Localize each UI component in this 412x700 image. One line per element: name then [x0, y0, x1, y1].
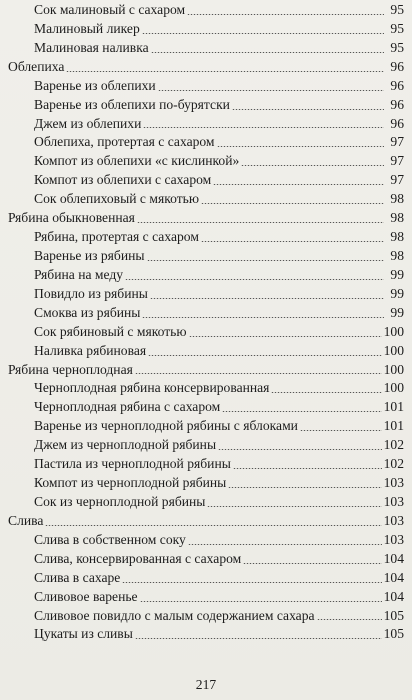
toc-entry-page: 96 — [390, 115, 404, 131]
dot-leader — [207, 506, 381, 507]
toc-entry-page: 100 — [383, 342, 404, 358]
dot-leader — [243, 563, 381, 564]
dot-leader — [135, 373, 382, 374]
toc-entry — [8, 133, 404, 152]
toc-entry-page: 96 — [390, 77, 404, 93]
dot-leader — [137, 222, 384, 223]
toc-entry-page: 104 — [383, 550, 404, 566]
toc-entry-page: 96 — [390, 96, 404, 112]
toc-entry — [8, 266, 404, 285]
toc-entry-title: Черноплодная рябина с сахаром — [34, 399, 221, 415]
toc-entry — [8, 342, 404, 361]
dot-leader — [142, 33, 384, 34]
toc-entry-title: Рябина черноплодная — [8, 361, 133, 377]
dot-leader — [140, 601, 382, 602]
toc-entry-title: Варенье из рябины — [34, 247, 145, 263]
toc-entry — [8, 39, 404, 58]
toc-entry-title: Джем из черноплодной рябины — [34, 437, 217, 453]
page-number: 217 — [195, 677, 217, 692]
toc-entry — [8, 474, 404, 493]
toc-entry — [8, 96, 404, 115]
toc-section-heading — [8, 58, 404, 77]
dot-leader — [213, 184, 384, 185]
toc-entry-title: Малиновая наливка — [34, 39, 149, 55]
dot-leader — [271, 392, 381, 393]
toc-entry-page: 105 — [383, 626, 404, 642]
toc-entry-title: Сок облепиховый с мякотью — [34, 191, 200, 207]
toc-entry-title: Облепиха, протертая с сахаром — [34, 134, 215, 150]
toc-entry-title: Сок малиновый с сахаром — [34, 2, 186, 17]
dot-leader — [148, 355, 381, 356]
toc-entry-page: 104 — [383, 569, 404, 585]
toc-entry-title: Малиновый ликер — [34, 20, 140, 36]
toc-entry-title: Слива, консервированная с сахаром — [34, 550, 242, 566]
toc-entry — [8, 607, 404, 626]
toc-entry-title: Сок рябиновый с мякотью — [34, 323, 187, 339]
toc-entry-title: Облепиха — [8, 58, 65, 74]
toc-entry-page: 98 — [390, 191, 404, 207]
toc-entry-page: 98 — [390, 229, 404, 245]
toc-section-heading — [8, 361, 404, 380]
toc-entry-page: 95 — [390, 2, 404, 17]
dot-leader — [187, 14, 384, 15]
toc-entry-title: Сливовое повидло с малым содержанием сахара — [34, 607, 315, 623]
toc-entry — [8, 115, 404, 134]
toc-section-heading — [8, 209, 404, 228]
toc-entry-title: Рябина на меду — [34, 266, 124, 282]
toc-entry-page: 95 — [390, 20, 404, 36]
toc-entry-title: Варенье из облепихи по-бурятски — [34, 96, 230, 112]
toc-entry — [8, 323, 404, 342]
toc-entry — [8, 569, 404, 588]
toc-entry-title: Компот из облепихи с сахаром — [34, 172, 212, 188]
toc-entry — [8, 77, 404, 96]
dot-leader — [189, 336, 382, 337]
dot-leader — [241, 165, 384, 166]
toc-entry-page: 98 — [390, 247, 404, 263]
dot-leader — [122, 582, 381, 583]
toc-entry — [8, 417, 404, 436]
toc-entry-page: 97 — [390, 134, 404, 150]
toc-entry-page: 95 — [390, 39, 404, 55]
toc-entry — [8, 304, 404, 323]
toc-entry — [8, 171, 404, 190]
toc-entry — [8, 625, 404, 644]
toc-entry-title: Смоква из рябины — [34, 304, 141, 320]
toc-entry-title: Слива — [8, 512, 44, 528]
toc-entry-page: 102 — [383, 456, 404, 472]
toc-entry-page: 99 — [390, 266, 404, 282]
dot-leader — [125, 279, 384, 280]
toc-entry-title: Черноплодная рябина консервированная — [34, 380, 270, 396]
toc-section-heading — [8, 512, 404, 531]
dot-leader — [218, 449, 382, 450]
toc-entry — [8, 455, 404, 474]
toc-entry-page: 97 — [390, 172, 404, 188]
toc-entry — [8, 285, 404, 304]
toc-entry-title: Слива в сахаре — [34, 569, 121, 585]
toc-entry-title: Наливка рябиновая — [34, 342, 147, 358]
dot-leader — [317, 619, 382, 620]
dot-leader — [300, 430, 382, 431]
toc-entry-page: 97 — [390, 153, 404, 169]
toc-entry-title: Слива в собственном соку — [34, 531, 186, 547]
toc-entry — [8, 398, 404, 417]
toc-entry-title: Повидло из рябины — [34, 285, 148, 301]
dot-leader — [217, 146, 384, 147]
toc-entry-page: 99 — [390, 285, 404, 301]
table-of-contents — [8, 1, 404, 644]
toc-entry-page: 101 — [383, 399, 404, 415]
toc-entry-page: 100 — [383, 361, 404, 377]
toc-entry — [8, 436, 404, 455]
dot-leader — [232, 109, 384, 110]
toc-entry-title: Компот из облепихи «с кислинкой» — [34, 153, 240, 169]
dot-leader — [201, 241, 384, 242]
toc-entry — [8, 20, 404, 39]
dot-leader — [222, 411, 381, 412]
toc-entry-page: 99 — [390, 304, 404, 320]
toc-entry-title: Варенье из черноплодной рябины с яблоками — [34, 418, 298, 434]
dot-leader — [135, 638, 382, 639]
toc-entry-page: 103 — [383, 475, 404, 491]
dot-leader — [233, 468, 382, 469]
toc-entry — [8, 379, 404, 398]
toc-entry — [8, 1, 404, 20]
dot-leader — [147, 260, 384, 261]
toc-entry-title: Рябина, протертая с сахаром — [34, 229, 199, 245]
toc-entry-page: 103 — [383, 493, 404, 509]
toc-entry-page: 98 — [390, 210, 404, 226]
dot-leader — [66, 71, 384, 72]
toc-entry — [8, 531, 404, 550]
toc-entry-title: Компот из черноплодной рябины — [34, 475, 227, 491]
toc-entry-title: Джем из облепихи — [34, 115, 142, 131]
toc-entry-page: 100 — [383, 323, 404, 339]
toc-entry — [8, 152, 404, 171]
toc-entry-page: 96 — [390, 58, 404, 74]
dot-leader — [188, 544, 382, 545]
toc-entry-title: Рябина обыкновенная — [8, 210, 135, 226]
dot-leader — [142, 317, 384, 318]
toc-entry-title: Варенье из облепихи — [34, 77, 156, 93]
toc-entry-page: 103 — [383, 531, 404, 547]
toc-entry — [8, 550, 404, 569]
toc-entry-page: 104 — [383, 588, 404, 604]
dot-leader — [45, 525, 381, 526]
toc-entry — [8, 228, 404, 247]
toc-entry-page: 102 — [383, 437, 404, 453]
dot-leader — [228, 487, 381, 488]
toc-entry-page: 103 — [383, 512, 404, 528]
toc-entry — [8, 190, 404, 209]
toc-entry — [8, 588, 404, 607]
dot-leader — [201, 203, 384, 204]
toc-entry-page: 100 — [383, 380, 404, 396]
toc-entry-page: 105 — [383, 607, 404, 623]
dot-leader — [143, 127, 384, 128]
toc-entry-title: Цукаты из сливы — [34, 626, 133, 642]
toc-entry-page: 101 — [383, 418, 404, 434]
toc-entry — [8, 493, 404, 512]
toc-entry-title: Пастила из черноплодной рябины — [34, 456, 231, 472]
dot-leader — [151, 52, 384, 53]
toc-entry — [8, 247, 404, 266]
toc-entry-title: Сливовое варенье — [34, 588, 138, 604]
dot-leader — [158, 90, 384, 91]
dot-leader — [150, 298, 384, 299]
toc-entry-title: Сок из черноплодной рябины — [34, 493, 206, 509]
